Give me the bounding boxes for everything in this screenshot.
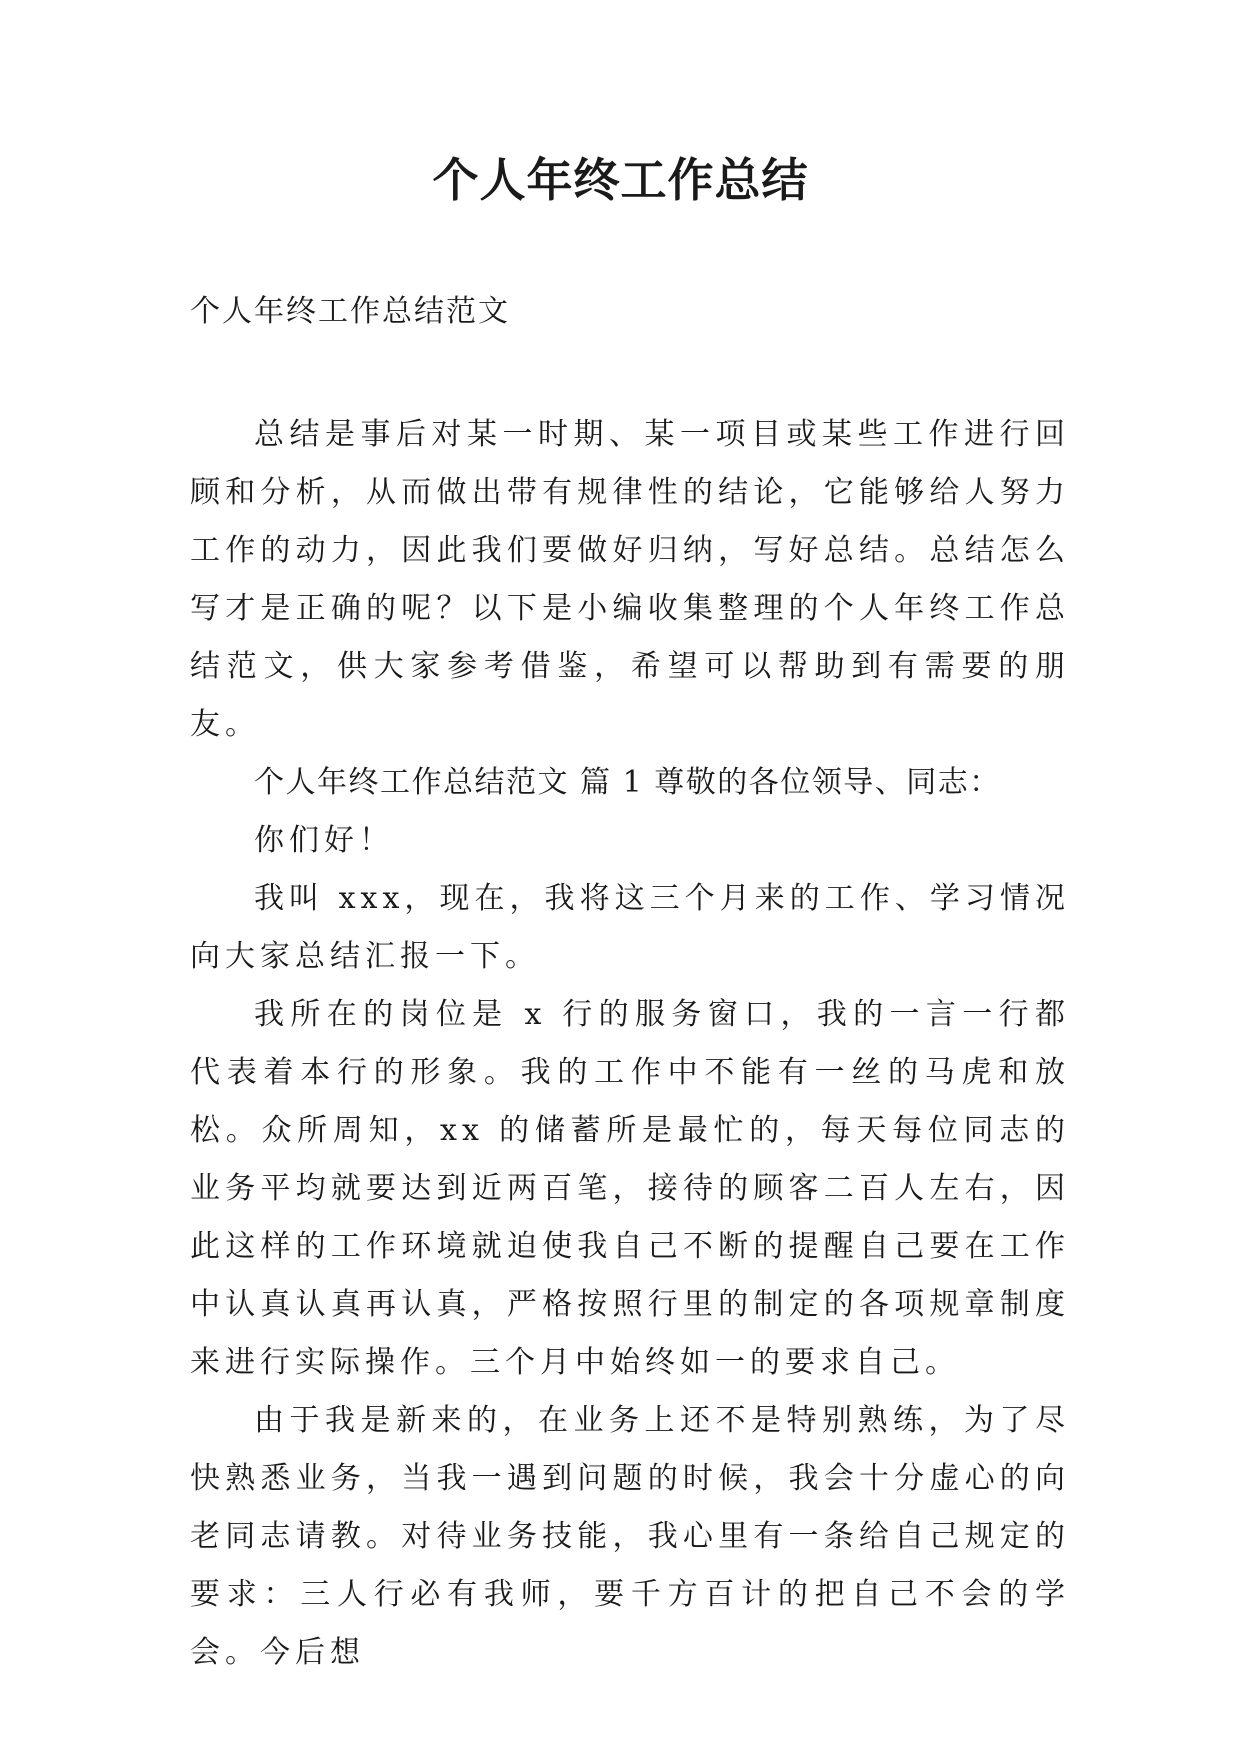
paragraph-greeting: 你们好！ bbox=[254, 823, 394, 858]
paragraph-self-intro: 我叫 xxx，现在，我将这三个月来的工作、学习情况向大家总结汇报一下。 bbox=[190, 881, 1070, 974]
document-body bbox=[190, 406, 1070, 1682]
paragraph-heading: 个人年终工作总结范文 篇 1 尊敬的各位领导、同志： bbox=[254, 765, 1001, 800]
paragraph-intro: 总结是事后对某一时期、某一项目或某些工作进行回顾和分析，从而做出带有规律性的结论，它能够给人努力工作的动力，因此我们要做好归纳，写好总结。总结怎么写才是正确的呢？以下是小编收集整理的个人年终工作总结范文，供大家参考借鉴，希望可以帮助到有需要的朋友。 bbox=[190, 417, 1070, 742]
document-title: 个人年终工作总结 bbox=[432, 153, 809, 207]
document-subtitle: 个人年终工作总结范文 bbox=[190, 294, 510, 329]
paragraph-learning: 由于我是新来的，在业务上还不是特别熟练，为了尽快熟悉业务，当我一遇到问题的时候，我会十分虚心的向老同志请教。对待业务技能，我心里有一条给自己规定的要求：三人行必有我师，要千方百计的把自己不会的学会。今后想 bbox=[190, 1403, 1070, 1670]
paragraph-position: 我所在的岗位是 x 行的服务窗口，我的一言一行都代表着本行的形象。我的工作中不能有一丝的马虎和放松。众所周知，xx 的储蓄所是最忙的，每天每位同志的业务平均就要达到近两百笔，接待的顾客二百人左右，因此这样的工作环境就迫使我自己不断的提醒自己要在工作中认真认真再认真，严格按照行里的制定的各项规章制度来进行实际操作。三个月中始终如一的要求自己。 bbox=[190, 997, 1070, 1380]
